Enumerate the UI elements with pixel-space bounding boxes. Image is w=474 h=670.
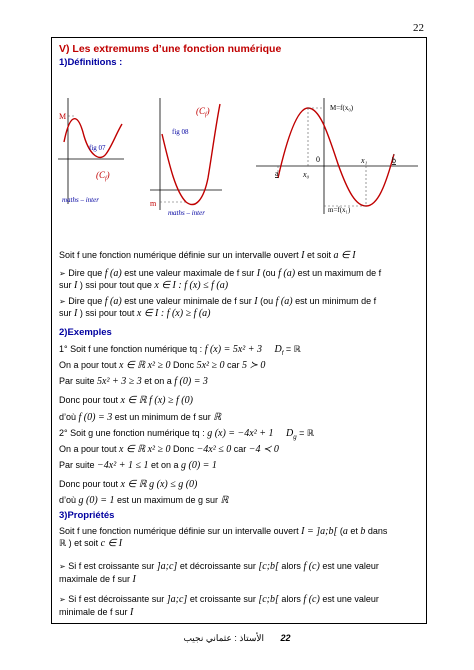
figure-1 (56, 94, 126, 214)
property-intro-line2: ℝ ) et soit c ∈ I (59, 538, 123, 549)
footer-page-number: 22 (280, 633, 291, 643)
example-line-8: Par suite −4x² + 1 ≤ 1 et on a g (0) = 1 (59, 460, 217, 471)
fig3-a-label: a (275, 169, 279, 178)
def-max-line2: sur I ) ssi pour tout que x ∈ I : f (x) ≤ f (a) (59, 280, 229, 291)
property-max-line1: ➢ Si f est croissante sur ]a;c] et décroissante sur [c;b[ alors f (c) est une valeur (59, 561, 379, 572)
property-intro-line1: Soit f une fonction numérique définie sur un intervalle ouvert I = ]a;b[ (a et b dans (59, 526, 388, 537)
arrow-bullet-icon: ➢ (59, 269, 66, 278)
example-line-9: Donc pour tout x ∈ ℝ g (x) ≤ g (0) (59, 479, 198, 490)
example-line-10: d’où g (0) = 1 est un maximum de g sur ℝ (59, 495, 229, 506)
fig2-credit: maths – inter (168, 209, 205, 217)
example-line-3: Par suite 5x² + 3 ≥ 3 et on a f (0) = 3 (59, 376, 208, 387)
figure-3 (252, 94, 422, 218)
page-footer (0, 633, 474, 644)
arrow-bullet-icon: ➢ (59, 595, 66, 604)
fig3-o-label: 0 (316, 155, 320, 164)
arrow-bullet-icon: ➢ (59, 297, 66, 306)
fig2-curve (162, 104, 220, 205)
fig3-x0-label: x₀ (303, 170, 310, 179)
property-min-line2: minimale de f sur I (59, 607, 134, 618)
footer-author: الأستاذ : عثماني نجيب (183, 633, 265, 643)
fig2-min-label: m (150, 199, 157, 208)
def-min-line1: ➢ Dire que f (a) est une valeur minimale de f sur I (ou f (a) est un minimum de f (59, 296, 377, 307)
section-title: V) Les extremums d’une fonction numérique (59, 43, 282, 55)
fig3-b-label: b (392, 156, 396, 165)
subtitle-definitions: 1)Définitions : (59, 57, 123, 68)
fig1-curve-label: $(C_f)$ (96, 170, 110, 182)
fig1-fig-label: fig 07 (89, 144, 106, 152)
figure-2 (146, 94, 226, 218)
example-line-2: On a pour tout x ∈ ℝ x² ≥ 0 Donc 5x² ≥ 0 car 5 ≻ 0 (59, 360, 266, 371)
example-line-6: 2° Soit g une fonction numérique tq : g (x) = −4x² + 1 $D_g$ = ℝ (59, 428, 314, 441)
fig3-min-label: m=f(x₁) (328, 206, 351, 214)
subtitle-examples: 2)Exemples (59, 327, 112, 338)
property-min-line1: ➢ Si f est décroissante sur ]a;c] et croissante sur [c;b[ alors f (c) est une valeur (59, 594, 379, 605)
fig2-fig-label: fig 08 (172, 128, 189, 136)
fig3-x1-label: x₁ (361, 156, 368, 165)
def-min-line2: sur I ) ssi pour tout x ∈ I : f (x) ≥ f (a) (59, 308, 211, 319)
example-line-5: d’où f (0) = 3 est un minimum de f sur ℝ (59, 412, 222, 423)
example-line-7: On a pour tout x ∈ ℝ x² ≥ 0 Donc −4x² ≤ 0 car −4 ≺ 0 (59, 444, 279, 455)
property-max-line2: maximale de f sur I (59, 574, 136, 585)
page-number: 22 (413, 22, 424, 34)
def-intro: Soit f une fonction numérique définie sur un intervalle ouvert I et soit a ∈ I (59, 250, 356, 261)
fig2-curve-label: $(C_f)$ (196, 106, 210, 118)
content-frame (51, 37, 427, 624)
fig3-max-label: M=f(x₀) (330, 104, 354, 112)
subtitle-properties: 3)Propriétés (59, 510, 115, 521)
def-max-line1: ➢ Dire que f (a) est une valeur maximale de f sur I (ou f (a) est un maximum de f (59, 268, 382, 279)
fig1-credit: maths – inter (62, 196, 99, 204)
fig3-curve (278, 108, 394, 206)
fig1-max-label: M (59, 112, 67, 121)
arrow-bullet-icon: ➢ (59, 562, 66, 571)
example-line-1: 1° Soit f une fonction numérique tq : f (x) = 5x² + 3 $D_f$ = ℝ (59, 344, 301, 357)
example-line-4: Donc pour tout x ∈ ℝ f (x) ≥ f (0) (59, 395, 193, 406)
